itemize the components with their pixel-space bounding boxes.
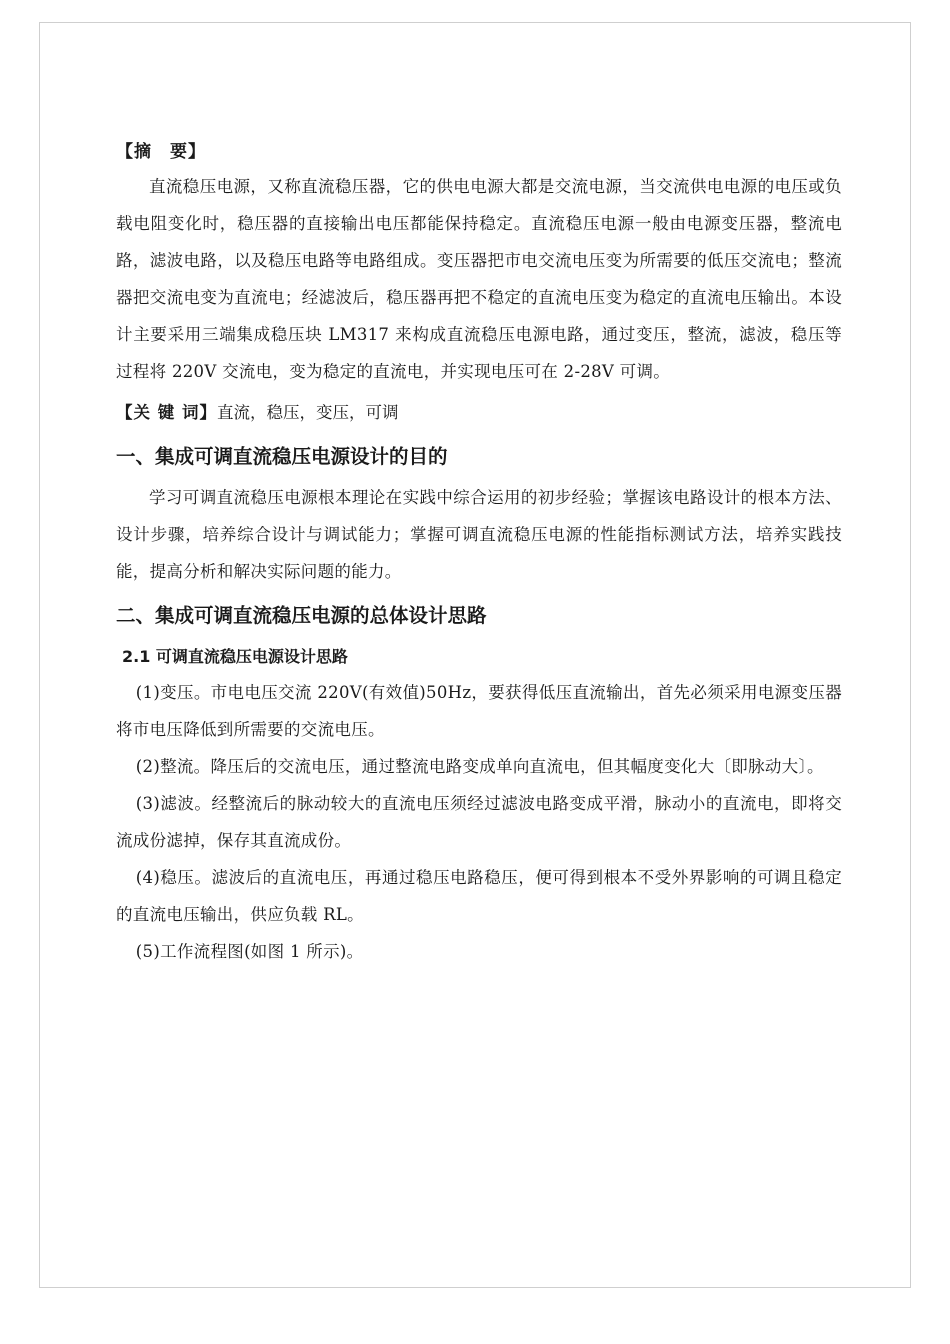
section-1-body: 学习可调直流稳压电源根本理论在实践中综合运用的初步经验；掌握该电路设计的根本方法、设计步骤，培养综合设计与调试能力；掌握可调直流稳压电源的性能指标测试方法，培养实践技能，提高分析和解决实际问题的能力。 — [116, 488, 842, 581]
abstract-heading: 【摘 要】 — [116, 142, 206, 162]
section-2-title: 二、集成可调直流稳压电源的总体设计思路 — [116, 604, 487, 627]
step-item: (4)稳压。滤波后的直流电压，再通过稳压电路稳压，便可得到根本不受外界影响的可调且稳定的直流电压输出，供应负载 RL。 — [116, 868, 842, 924]
step-item: (3)滤波。经整流后的脉动较大的直流电压须经过滤波电路变成平滑，脉动小的直流电，即将交流成份滤掉，保存其直流成份。 — [116, 794, 842, 850]
section-1-title: 一、集成可调直流稳压电源设计的目的 — [116, 445, 448, 468]
keywords-label: 【关 键 词】 — [116, 403, 217, 422]
document-content — [116, 136, 842, 970]
step-item: (5)工作流程图(如图 1 所示)。 — [135, 942, 364, 961]
keywords-line — [116, 394, 842, 431]
abstract-body: 直流稳压电源，又称直流稳压器，它的供电电源大都是交流电源，当交流供电电源的电压或负载电阻变化时，稳压器的直接输出电压都能保持稳定。直流稳压电源一般由电源变压器，整流电路，滤波电路，以及稳压电路等电路组成。变压器把市电交流电压变为所需要的低压交流电；整流器把交流电变为直流电；经滤波后，稳压器再把不稳定的直流电压变为稳定的直流电压输出。本设计主要采用三端集成稳压块 LM317 来构成直流稳压电源电路，通过变压，整流，滤波，稳压等过程将 220V 交流电，变为稳定的直流电，并实现电压可在 2-28V 可调。 — [116, 177, 842, 381]
step-item: (2)整流。降压后的交流电压，通过整流电路变成单向直流电，但其幅度变化大〔即脉动大〕。 — [135, 757, 824, 776]
step-item: (1)变压。市电电压交流 220V(有效值)50Hz，要获得低压直流输出，首先必须采用电源变压器将市电压降低到所需要的交流电压。 — [116, 683, 842, 739]
subsection-2-1-title: 2.1 可调直流稳压电源设计思路 — [122, 647, 348, 666]
keywords-value: 直流，稳压，变压，可调 — [217, 403, 399, 422]
